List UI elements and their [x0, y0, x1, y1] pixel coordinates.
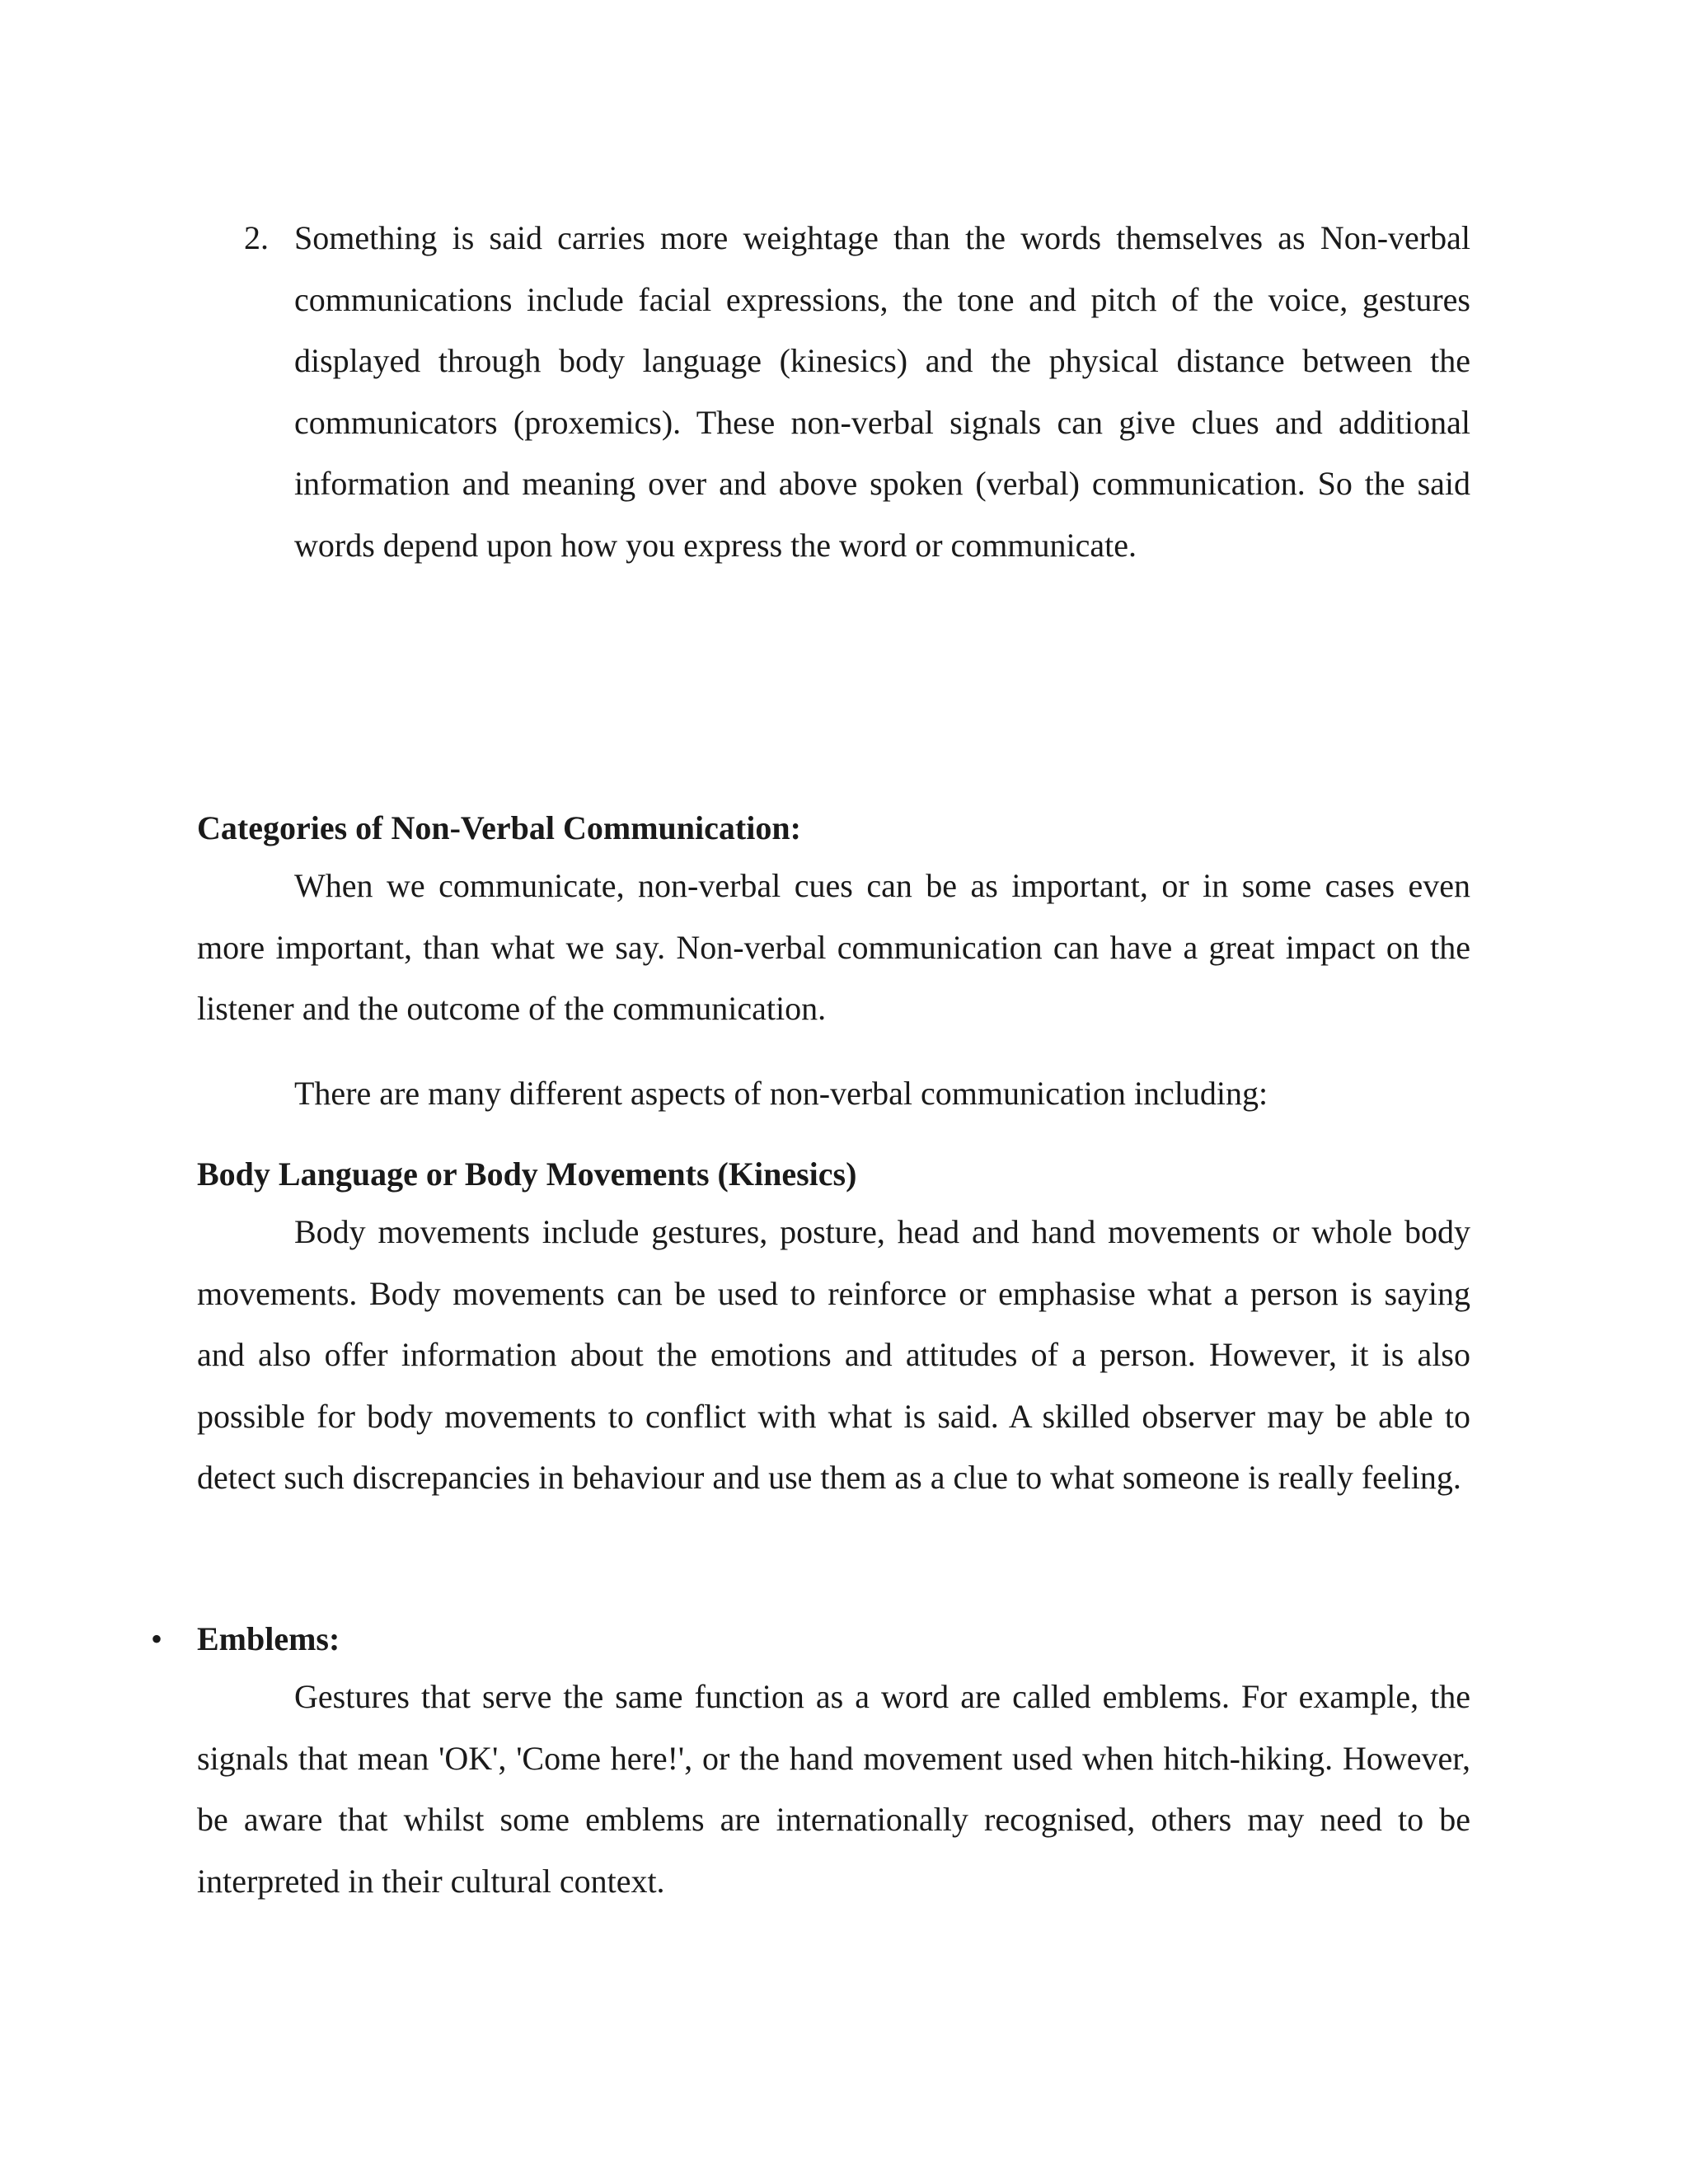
- body-language-paragraph: Body movements include gestures, posture, head and hand movements or whole body movements. Body movements can be used to reinforce or emphasise what a person is saying and also offer information about the emotions and attitudes of a person. However, it is also possible for body movements to conflict with what is said. A skilled observer may be able to detect such discrepancies in behaviour and use them as a clue to what someone is really feeling.: [197, 1213, 1470, 1496]
- list-number: 2.: [244, 219, 269, 256]
- categories-heading: Categories of Non-Verbal Communication:: [197, 809, 801, 846]
- categories-paragraph: When we communicate, non-verbal cues can be as important, or in some cases even more important, than what we say. Non-verbal communication can have a great impact on the listener and the outcome of the communication.: [197, 867, 1470, 1027]
- aspects-intro: There are many different aspects of non-verbal communication including:: [294, 1075, 1268, 1112]
- emblems-paragraph: Gestures that serve the same function as a word are called emblems. For example, the signals that mean 'OK', 'Come here!', or the hand movement used when hitch-hiking. However, be aware that whilst some emblems are internationally recognised, others may need to be interpreted in their cultural context.: [197, 1678, 1470, 1900]
- bullet-icon: •: [151, 1620, 163, 1657]
- list-item-text: Something is said carries more weightage than the words themselves as Non-verbal communications include facial expressions, the tone and pitch of the voice, gestures displayed through body language (kinesics) and the physical distance between the communicators (proxemics). These non-verbal signals can give clues and additional information and meaning over and above spoken (verbal) communication. So the said words depend upon how you express the word or communicate.: [294, 219, 1470, 564]
- body-language-heading: Body Language or Body Movements (Kinesics): [197, 1155, 857, 1193]
- emblems-heading: Emblems:: [197, 1620, 340, 1657]
